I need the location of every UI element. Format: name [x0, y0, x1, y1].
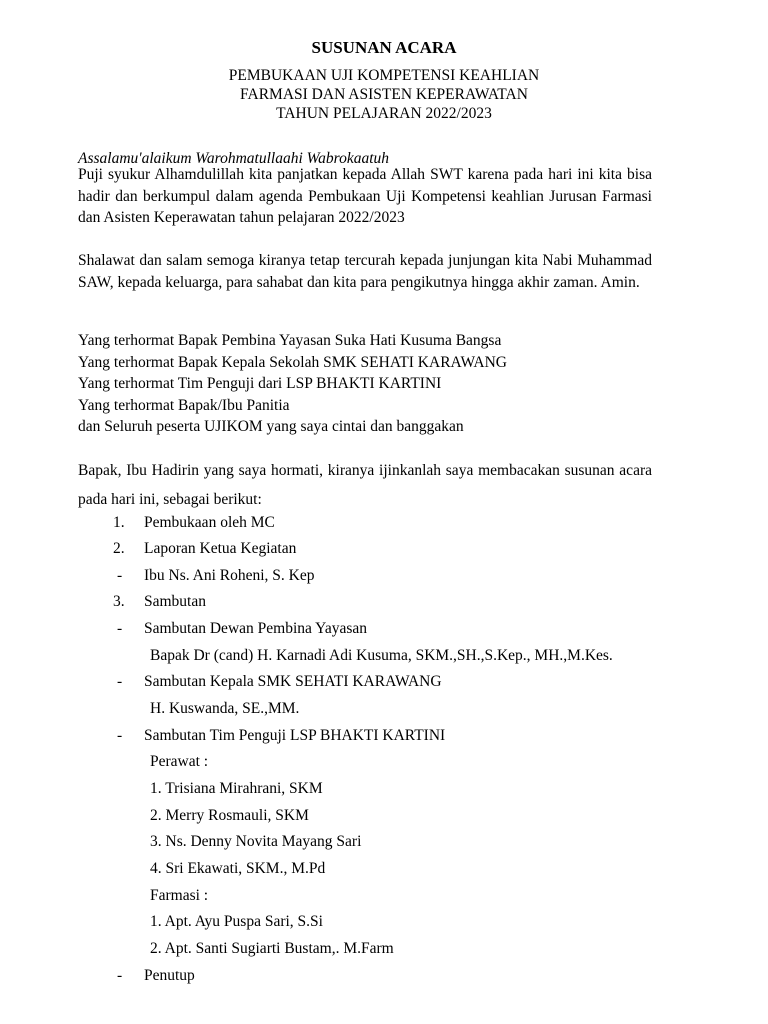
agenda-dash: -: [117, 967, 123, 984]
agenda-text: Sambutan Tim Penguji LSP BHAKTI KARTINI: [144, 727, 446, 744]
agenda-dash: -: [117, 727, 123, 744]
agenda-text: Penutup: [144, 967, 195, 984]
agenda-dash: -: [117, 620, 123, 637]
honorific-line: Yang terhormat Bapak/Ibu Panitia: [78, 396, 290, 414]
honorific-line: dan Seluruh peserta UJIKOM yang saya cintai dan banggakan: [78, 418, 464, 435]
perawat-label: Perawat :: [150, 753, 209, 770]
subtitle-line: PEMBUKAAN UJI KOMPETENSI KEAHLIAN: [228, 67, 540, 84]
agenda-number: 3.: [113, 593, 125, 610]
agenda-dash: -: [117, 567, 123, 584]
agenda-text: Sambutan Kepala SMK SEHATI KARAWANG: [144, 673, 442, 690]
farmasi-label: Farmasi :: [150, 887, 209, 904]
examiner-name: 2. Merry Rosmauli, SKM: [150, 807, 309, 824]
subtitle-line: TAHUN PELAJARAN 2022/2023: [276, 105, 492, 122]
document-subtitle: [18, 66, 750, 123]
examiner-name: 1. Apt. Ayu Puspa Sari, S.Si: [150, 913, 323, 930]
honorific-line: Yang terhormat Tim Penguji dari LSP BHAKTI KARTINI: [78, 375, 442, 392]
opening-paragraph-1: Puji syukur Alhamdulillah kita panjatkan kepada Allah SWT karena pada hari ini kita bisa hadir dan berkumpul dalam agenda Pembukaan Uji Kompetensi keahlian Jurusan Farmasi dan Asisten Keperawatan tahun pelajaran 2022/2023: [78, 166, 652, 226]
examiner-name: 1. Trisiana Mirahrani, SKM: [150, 780, 323, 797]
agenda-text: Sambutan: [144, 593, 206, 610]
honorific-line: Yang terhormat Bapak Pembina Yayasan Suka Hati Kusuma Bangsa: [78, 332, 502, 349]
honorifics-list: [78, 330, 652, 438]
examiner-name: 2. Apt. Santi Sugiarti Bustam,. M.Farm: [150, 940, 394, 957]
agenda-text: Pembukaan oleh MC: [144, 514, 275, 531]
agenda-intro: Bapak, Ibu Hadirin yang saya hormati, kiranya ijinkanlah saya membacakan susunan acara pada hari ini, sebagai berikut:: [78, 462, 652, 508]
greeting: Assalamu'alaikum Warohmatullaahi Wabrokaatuh: [78, 150, 390, 167]
document-title: SUSUNAN ACARA: [311, 38, 457, 57]
speaker-name: H. Kuswanda, SE.,MM.: [150, 700, 300, 717]
agenda-dash: -: [117, 673, 123, 690]
examiner-name: 4. Sri Ekawati, SKM., M.Pd: [150, 860, 326, 877]
speaker-name: Bapak Dr (cand) H. Karnadi Adi Kusuma, SKM.,SH.,S.Kep., MH.,M.Kes.: [150, 647, 613, 664]
agenda-text: Ibu Ns. Ani Roheni, S. Kep: [144, 567, 315, 584]
agenda-number: 1.: [113, 514, 125, 531]
agenda-number: 2.: [113, 540, 125, 557]
opening-paragraph-2: Shalawat dan salam semoga kiranya tetap tercurah kepada junjungan kita Nabi Muhammad SAW, kepada keluarga, para sahabat dan kita para pengikutnya hingga akhir zaman. Amin.: [78, 252, 652, 291]
agenda-text: Laporan Ketua Kegiatan: [144, 540, 297, 557]
examiner-name: 3. Ns. Denny Novita Mayang Sari: [150, 833, 362, 850]
agenda-text: Sambutan Dewan Pembina Yayasan: [144, 620, 367, 637]
honorific-line: Yang terhormat Bapak Kepala Sekolah SMK SEHATI KARAWANG: [78, 353, 507, 371]
subtitle-line: FARMASI DAN ASISTEN KEPERAWATAN: [240, 86, 528, 103]
